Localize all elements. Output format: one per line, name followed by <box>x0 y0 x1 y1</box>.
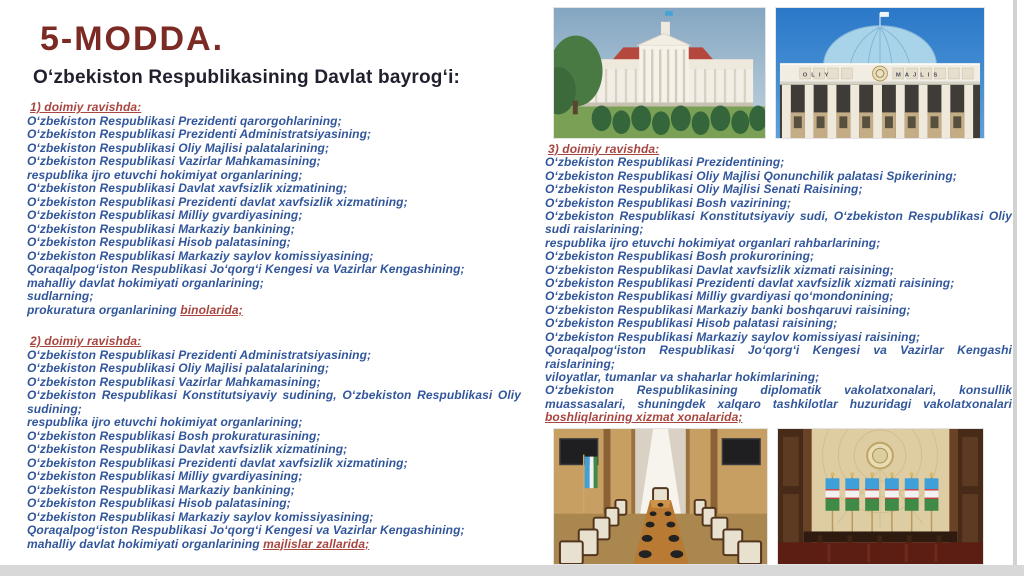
list-item <box>545 331 1012 344</box>
facade-text-oliy: OLIY <box>802 72 833 79</box>
wall-screen <box>722 439 760 465</box>
list-item <box>27 484 521 498</box>
list-item-text: O‘zbekiston Respublikasi Konstitutsiyaviy sudi, O‘zbekiston Respublikasi Oliy sudi raislarining; <box>545 209 1012 237</box>
page-title: 5-MODDA. <box>40 20 225 58</box>
list-item-text: O‘zbekiston Respublikasi Vazirlar Mahkamasining; <box>27 154 321 168</box>
list-item <box>545 170 1012 183</box>
list-item <box>545 250 1012 263</box>
list-item-text: O‘zbekiston Respublikasi Hisob palatasining; <box>27 496 291 510</box>
list-item <box>27 524 521 538</box>
uzbek-flag-icon <box>665 11 673 16</box>
list-1-flag-on-buildings <box>27 101 521 317</box>
list-item-text: O‘zbekiston Respublikasi Prezidenti Administratsiyasining; <box>27 347 372 362</box>
list-item-text: O‘zbekiston Respublikasi Prezidenti qarorgohlarining; <box>27 113 342 128</box>
list-item <box>27 209 521 223</box>
list-item-text: O‘zbekiston Respublikasi Oliy Majlisi palatalarining; <box>27 361 330 375</box>
portico <box>639 45 689 102</box>
list-item-text: O‘zbekiston Respublikasi Milliy gvardiyasi qo‘mondonining; <box>545 289 894 304</box>
list-item <box>27 115 521 129</box>
list-item-text: O‘zbekiston Respublikasi Markaziy bankining; <box>27 482 295 497</box>
list-item <box>27 277 521 291</box>
list-item-text: O‘zbekiston Respublikasi Prezidenti davlat xavfsizlik xizmati raisining; <box>545 276 955 291</box>
window-frame <box>631 429 635 516</box>
list-item-text: O‘zbekiston Respublikasi Markaziy saylov komissiyasining; <box>27 509 374 524</box>
state-emblem-inner <box>873 448 888 463</box>
list-item-text: O‘zbekiston Respublikasi Bosh vazirining; <box>545 195 792 210</box>
list-item <box>545 384 1012 424</box>
list-2-flag-in-meeting-halls <box>27 335 521 551</box>
list-item <box>27 223 521 237</box>
list-2-header: 2) doimiy ravishda: <box>30 334 142 348</box>
cornice-bottom <box>780 82 980 85</box>
facade-columns <box>782 85 973 138</box>
slide-bottom-bar <box>0 565 1024 576</box>
list-item <box>545 156 1012 169</box>
conference-room-illustration <box>554 429 767 564</box>
list-item <box>27 155 521 169</box>
floor <box>778 542 983 564</box>
list-item <box>27 470 521 484</box>
list-item-text: mahalliy davlat hokimiyati organlarining; <box>27 275 264 290</box>
list-item <box>27 304 521 318</box>
window-frame <box>686 429 690 516</box>
list-item-text: O‘zbekiston Respublikasi Markaziy saylov komissiyasi raisining; <box>545 329 921 344</box>
page-subtitle: O‘zbekiston Respublikasining Davlat bayrog‘i: <box>33 67 461 88</box>
list-item-text: O‘zbekiston Respublikasi Bosh prokuraturasining; <box>27 428 321 443</box>
list-item <box>27 263 521 277</box>
head-chair <box>653 488 668 502</box>
list-item-text: O‘zbekiston Respublikasi Oliy Majlisi Senati Raisining; <box>545 182 863 197</box>
list-item-text: O‘zbekiston Respublikasi Prezidenti davlat xavfsizlik xizmatining; <box>27 455 408 470</box>
uzbek-flag-icon <box>585 457 598 489</box>
list-item <box>27 497 521 511</box>
list-3-items <box>545 156 1012 424</box>
list-item <box>545 183 1012 196</box>
list-item <box>27 538 521 552</box>
wall-panel <box>711 429 718 518</box>
list-item-emphasis: binolarida; <box>180 302 243 317</box>
list-item <box>27 511 521 525</box>
photo-conference-room <box>553 428 768 565</box>
list-item <box>27 362 521 376</box>
list-item <box>27 430 521 444</box>
photo-oliy-majlis-building <box>775 7 985 139</box>
list-item <box>27 376 521 390</box>
list-item <box>27 128 521 142</box>
photo-flags-hall <box>777 428 984 565</box>
senate-building-illustration <box>554 8 765 138</box>
list-item-text: O‘zbekiston Respublikasi Markaziy saylov komissiyasining; <box>27 248 374 263</box>
list-item-text: O‘zbekiston Respublikasi Markaziy banki boshqaruvi raisining; <box>545 302 911 317</box>
facade-text-majlis: MAJLIS <box>895 72 942 79</box>
list-item-text: O‘zbekiston Respublikasi Markaziy bankining; <box>27 221 295 236</box>
list-item-text: O‘zbekiston Respublikasi Milliy gvardiyasining; <box>27 469 303 483</box>
list-item <box>545 317 1012 330</box>
list-item <box>27 389 521 416</box>
list-item <box>27 196 521 210</box>
list-item-text: O‘zbekiston Respublikasi Vazirlar Mahkamasining; <box>27 374 321 389</box>
list-item <box>27 416 521 430</box>
list-item <box>27 349 521 363</box>
oliy-majlis-illustration <box>776 8 984 138</box>
list-item-emphasis: majlislar zallarida; <box>263 536 370 551</box>
list-item <box>545 197 1012 210</box>
list-item-text: O‘zbekiston Respublikasi Davlat xavfsizlik xizmatining; <box>27 181 348 195</box>
list-item <box>27 142 521 156</box>
list-item-text: O‘zbekiston Respublikasi Konstitutsiyaviy sudining, O‘zbekiston Respublikasi Oliy sudining; <box>27 388 521 416</box>
list-item-text: O‘zbekiston Respublikasi Milliy gvardiyasining; <box>27 208 303 222</box>
list-item-text: sudlarning; <box>27 289 94 303</box>
list-3-flag-in-offices <box>545 143 1012 425</box>
list-item-text: mahalliy davlat hokimiyati organlarining <box>27 536 264 551</box>
list-item-text: O‘zbekiston Respublikasi Prezidentining; <box>545 155 785 170</box>
list-item-text: O‘zbekiston Respublikasi Prezidenti Administratsiyasining; <box>27 127 372 141</box>
list-item <box>545 237 1012 250</box>
list-item-text: O‘zbekiston Respublikasi Oliy Majlisi Qonunchilik palatasi Spikerining; <box>545 168 957 183</box>
list-item-text: O‘zbekiston Respublikasi Bosh prokurorining; <box>545 249 815 264</box>
list-item <box>27 250 521 264</box>
list-1-header: 1) doimiy ravishda: <box>30 100 142 114</box>
tree-trunk <box>573 101 578 115</box>
list-item-text: respublika ijro etuvchi hokimiyat organlarining; <box>27 415 303 429</box>
list-item-text: O‘zbekiston Respublikasi Prezidenti davlat xavfsizlik xizmatining; <box>27 194 408 209</box>
list-item <box>545 290 1012 303</box>
wall-panel <box>604 429 611 518</box>
list-item <box>545 264 1012 277</box>
list-2-items <box>27 349 521 552</box>
list-3-header: 3) doimiy ravishda: <box>548 142 660 156</box>
list-item <box>545 371 1012 384</box>
list-item <box>545 277 1012 290</box>
list-item-text: respublika ijro etuvchi hokimiyat organlarining; <box>27 167 303 182</box>
photo-senate-building <box>553 7 766 139</box>
state-emblem <box>873 66 888 81</box>
list-item <box>27 290 521 304</box>
list-1-items <box>27 115 521 318</box>
list-item-text: Qoraqalpog‘iston Respublikasi Jo‘qorg‘i Kengesi va Vazirlar Kengashining; <box>27 523 465 537</box>
slide-frame-line <box>1013 0 1017 565</box>
list-item-text: O‘zbekiston Respublikasi Davlat xavfsizlik xizmatining; <box>27 442 348 456</box>
list-item-text: O‘zbekiston Respublikasi Oliy Majlisi palatalarining; <box>27 140 330 155</box>
list-item-text: Qoraqalpog‘iston Respublikasi Jo‘qorg‘i Kengesi va Vazirlar Kengashi raislarining; <box>545 343 1012 371</box>
list-item-text: O‘zbekiston Respublikasi Davlat xavfsizlik xizmati raisining; <box>545 262 894 277</box>
list-item <box>545 304 1012 317</box>
list-item-text: respublika ijro etuvchi hokimiyat organlari rahbarlarining; <box>545 235 881 250</box>
list-item <box>27 182 521 196</box>
list-item-text: prokuratura organlarining <box>27 302 181 317</box>
list-item-text: O‘zbekiston Respublikasi Hisob palatasi raisining; <box>545 316 838 331</box>
list-item <box>545 344 1012 371</box>
list-item-emphasis: boshliqlarining xizmat xonalarida; <box>545 410 743 425</box>
list-item-text: viloyatlar, tumanlar va shaharlar hokimlarining; <box>545 369 820 384</box>
list-item <box>27 169 521 183</box>
list-item <box>27 236 521 250</box>
list-item-text: O‘zbekiston Respublikasining diplomatik vakolatxonalari, konsullik muassasalari, shuningdek xalqaro tashkilotlar huzuridagi vakolatxonalari <box>545 383 1012 411</box>
tower <box>661 22 670 36</box>
list-item <box>27 443 521 457</box>
uzbek-flag-icon <box>880 12 889 17</box>
list-item-text: Qoraqalpog‘iston Respublikasi Jo‘qorg‘i Kengesi va Vazirlar Kengashining; <box>27 262 465 276</box>
flags-hall-illustration <box>778 429 983 564</box>
list-item <box>545 210 1012 237</box>
list-item <box>27 457 521 471</box>
list-item-text: O‘zbekiston Respublikasi Hisob palatasining; <box>27 235 291 249</box>
